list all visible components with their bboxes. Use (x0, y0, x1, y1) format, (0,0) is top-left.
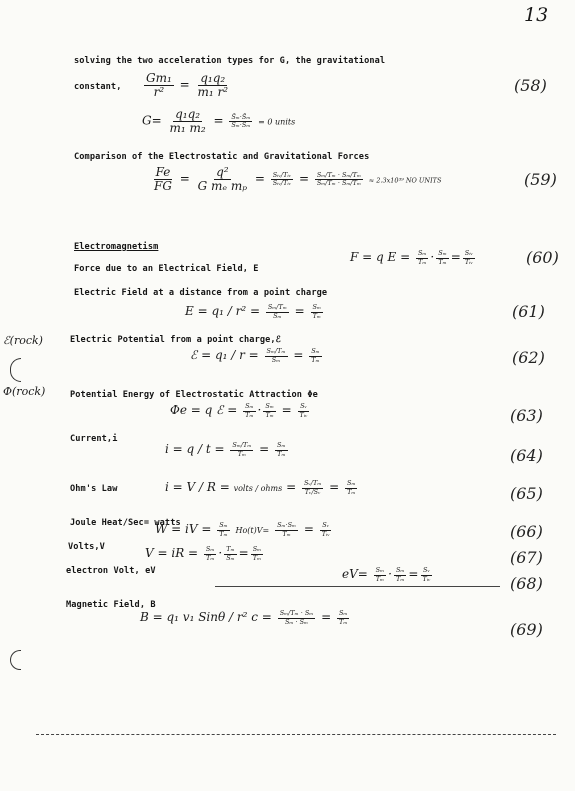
equation-58a: $\frac{\text{Gm₁}}{\text{r²}}$ = $\frac{\text{q₁q₂}}{\text{m₁ r²}}$ (146, 71, 229, 99)
equation-67: V = iR = $\frac{\text{Sₘ}}{\text{Tₘ}}$ · $\frac{\text{Tₘ}}{\text{Sₘ}}$ = $\frac{\text{Sₘ}}{\text{Tₘ}}$ (145, 545, 262, 562)
equation-number: (60) (526, 248, 559, 267)
equation-63: Φe = q ℰ = $\frac{\text{Sₘ}}{\text{Tₘ}}$ · $\frac{\text{Sₘ}}{\text{Tₘ}}$ = $\frac{\text{Sᵥ}}{\text{Tᵢᵥ}}$ (170, 402, 308, 419)
equation-68: eV= $\frac{\text{Sₘ}}{\text{Tₘ}}$ · $\frac{\text{Sₘ}}{\text{Tₘ}}$ = $\frac{\text{Sᵥ}}{\text{Tᵢᵥ}}$ (342, 566, 431, 583)
page-number: 13 (524, 4, 549, 26)
equation-59: $\frac{Fe}{FG}$ = $\frac{\text{q²}}{\text{G mₑ mₚ}}$ = $\frac{\text{Sᵢᵥ/Tᵢᵥ}}{\text{Sᵢᵥ/Tᵢᵥ}}$ = $\frac{\text{Sₘ/Tₘ · Sₘ/Tₘ}}{\text{Sₘ/Tₘ · Sₘ/Tₘ}}$ ≈ 2.3x10³⁹ NO UNITS (154, 165, 442, 193)
equation-number: (69) (510, 620, 543, 639)
text-line: Comparison of the Electrostatic and Gravitational Forces (74, 152, 370, 162)
equation-number: (66) (510, 522, 543, 541)
equation-number: (63) (510, 406, 543, 425)
margin-bracket (10, 650, 21, 670)
equation-58b: G= $\frac{\text{q₁q₂}}{\text{m₁ m₂}}$ = $\frac{\text{S̄ₘ·S̄ₘ}}{\text{Sₘ·Sₘ}}$ = 0 units (142, 107, 296, 135)
equation-number: (65) (510, 484, 543, 503)
text-line: Electric Potential from a point charge,ℰ (70, 335, 281, 345)
text-line: Magnetic Field, B (66, 600, 156, 610)
text-line: Ohm's Law (70, 484, 118, 494)
margin-note: Φ(rock) (3, 385, 46, 398)
equation-60: F = q E = $\frac{\text{Sₘ}}{\text{Tₘ}}$ · $\frac{\text{Sₘ}}{\text{Tₘ}}$ = $\frac{\text{Sᵢᵥ}}{\text{Tᵢᵥ}}$ (350, 249, 473, 266)
text-line: constant, (74, 82, 122, 92)
text-line: solving the two acceleration types for G, the gravitational (74, 56, 386, 66)
text-line: Electric Field at a distance from a point charge (74, 288, 328, 298)
equation-65: i = V / R = volts / ohms = $\frac{\text{Sᵥ/Tₘ}}{\text{Tᵥ/Sᵥ}}$ = $\frac{\text{Sₘ}}{\text{Tₘ}}$ (165, 479, 356, 496)
equation-69: B = q₁ v₁ Sinθ / r² c = $\frac{\text{Sₘ/Tₘ · Sₘ}}{\text{Sₘ · Sₘ}}$ = $\frac{\text{Sₘ}}{\text{Tₘ}}$ (140, 609, 348, 626)
text-line: Force due to an Electrical Field, E (74, 264, 259, 274)
equation-number: (59) (524, 170, 557, 189)
equation-62: ℰ = q₁ / r = $\frac{\text{Sₘ/Tₘ}}{\text{Sₘ}}$ = $\frac{\text{Sₘ}}{\text{Tₘ}}$ (190, 347, 320, 364)
text-line: Volts,V (68, 542, 105, 552)
equation-number: (67) (510, 548, 543, 567)
page-divider (36, 734, 556, 735)
text-line: Current,i (70, 434, 118, 444)
text-line: electron Volt, eV (66, 566, 156, 576)
section-heading: Electromagnetism (74, 242, 159, 252)
equation-number: (58) (514, 76, 547, 95)
margin-bracket (10, 358, 21, 382)
equation-64: i = q / t = $\frac{\text{Sₘ/Tₘ}}{\text{Tₘ}}$ = $\frac{\text{Sₘ}}{\text{Tₘ}}$ (165, 441, 286, 458)
text-line: Potential Energy of Electrostatic Attraction Φe (70, 390, 318, 400)
equation-66: W = iV = $\frac{\text{Sₘ}}{\text{Tₘ}}$ Ho(t)V= $\frac{\text{Sₘ·Sₘ}}{\text{Tₘ}}$ = $\frac{\text{Sᵥ}}{\text{Tᵢᵥ}}$ (155, 521, 330, 538)
divider-line (215, 586, 500, 587)
equation-number: (64) (510, 446, 543, 465)
equation-61: E = q₁ / r² = $\frac{\text{Sₘ/Tₘ}}{\text{Sₘ}}$ = $\frac{\text{Sₘ}}{\text{Tₘ}}$ (185, 303, 321, 320)
equation-number: (68) (510, 574, 543, 593)
margin-note: ℰ(rock) (3, 334, 43, 347)
equation-number: (61) (512, 302, 545, 321)
text-line: Joule Heat/Sec= watts (70, 518, 181, 528)
equation-number: (62) (512, 348, 545, 367)
